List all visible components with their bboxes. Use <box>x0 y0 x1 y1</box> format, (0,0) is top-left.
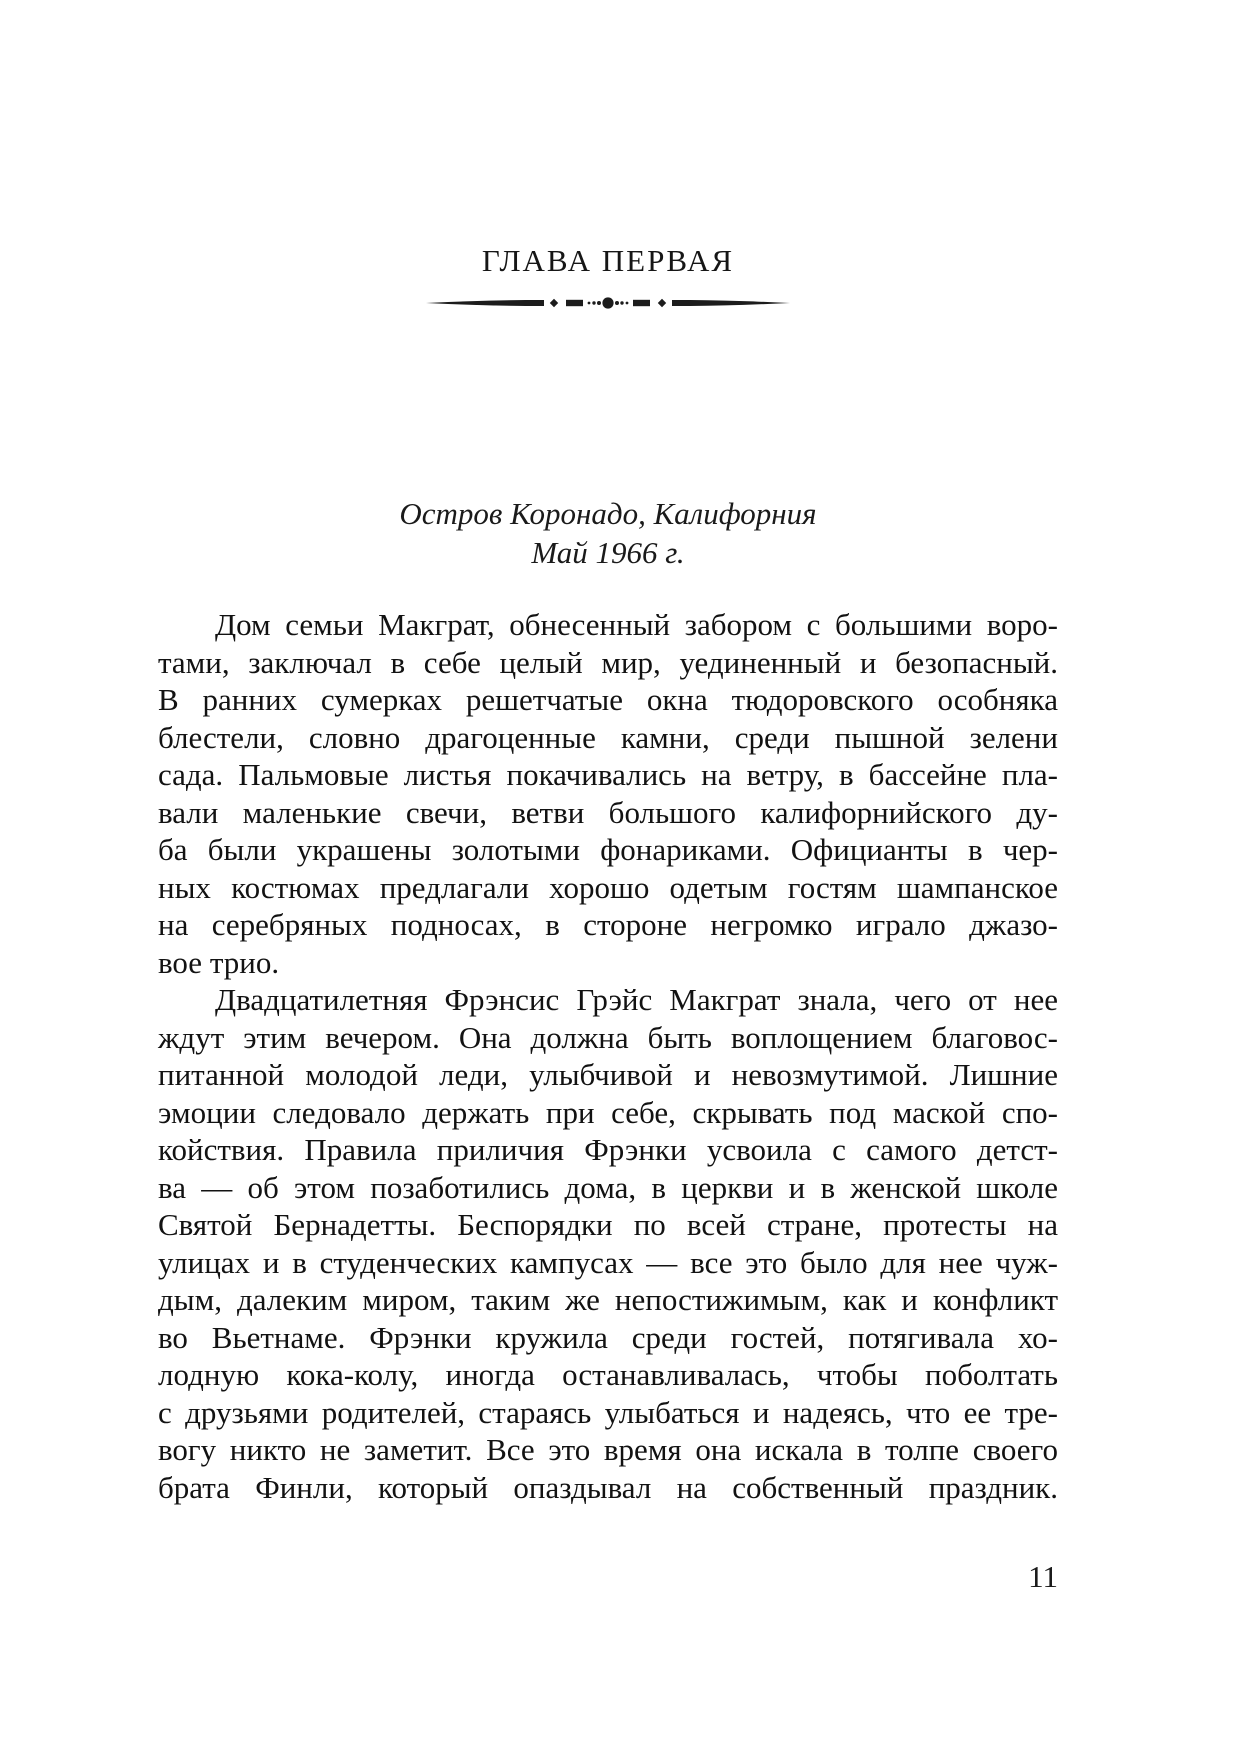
text-line: ба были украшены золотыми фонариками. Официанты в чер- <box>158 832 1058 867</box>
text-line: тами, заключал в себе целый мир, уединенный и безопасный. <box>158 644 1058 680</box>
body-text <box>158 606 1058 1506</box>
text-line: ждут этим вечером. Она должна быть воплощением благовос- <box>158 1019 1058 1055</box>
divider-ornament-icon <box>426 294 790 312</box>
text-line: во Вьетнаме. Фрэнки кружила среди гостей, потягивала хо- <box>158 1319 1058 1355</box>
text-line: брата Финли, который опаздывал на собственный праздник. <box>158 1469 1058 1505</box>
text-line: Двадцатилетняя Фрэнсис Грэйс Макграт знала, чего от нее <box>215 982 1058 1017</box>
epigraph <box>158 494 1058 572</box>
text-line: вое трио. <box>158 944 280 980</box>
text-line: сада. Пальмовые листья покачивались на ветру, в бассейне пла- <box>158 757 1058 792</box>
page-number: 11 <box>1028 1559 1058 1594</box>
chapter-divider <box>158 293 1058 313</box>
text-line: В ранних сумерках решетчатые окна тюдоровского особняка <box>158 682 1058 717</box>
epigraph-location: Остров Коронадо, Калифорния <box>399 496 817 531</box>
text-line: ва — об этом позаботились дома, в церкви и в женской школе <box>158 1169 1058 1205</box>
text-line: вогу никто не заметит. Все это время она искала в толпе своего <box>158 1432 1058 1467</box>
text-line: ных костюмах предлагали хорошо одетым гостям шампанское <box>158 869 1058 905</box>
text-line: дым, далеким миром, таким же непостижимым, как и конфликт <box>158 1282 1058 1317</box>
text-line: на серебряных подносах, в стороне негромко играло джазо- <box>158 907 1058 942</box>
epigraph-date: Май 1966 г. <box>531 535 685 570</box>
text-line: Дом семьи Макграт, обнесенный забором с большими воро- <box>215 607 1058 642</box>
text-line: с друзьями родителей, стараясь улыбаться и надеясь, что ее тре- <box>158 1394 1058 1430</box>
text-line: лодную кока-колу, иногда останавливалась, чтобы поболтать <box>158 1357 1058 1392</box>
text-line: эмоции следовало держать при себе, скрывать под маской спо- <box>158 1094 1058 1130</box>
text-line: вали маленькие свечи, ветви большого калифорнийского ду- <box>158 794 1058 830</box>
chapter-heading: ГЛАВА ПЕРВАЯ <box>481 243 735 278</box>
text-line: улицах и в студенческих кампусах — все это было для нее чуж- <box>158 1244 1058 1280</box>
text-line: блестели, словно драгоценные камни, среди пышной зелени <box>158 719 1058 755</box>
text-line: Святой Бернадетты. Беспорядки по всей стране, протесты на <box>158 1207 1058 1242</box>
text-line: койствия. Правила приличия Фрэнки усвоила с самого детст- <box>158 1132 1058 1167</box>
text-line: питанной молодой леди, улыбчивой и невозмутимой. Лишние <box>158 1057 1058 1092</box>
